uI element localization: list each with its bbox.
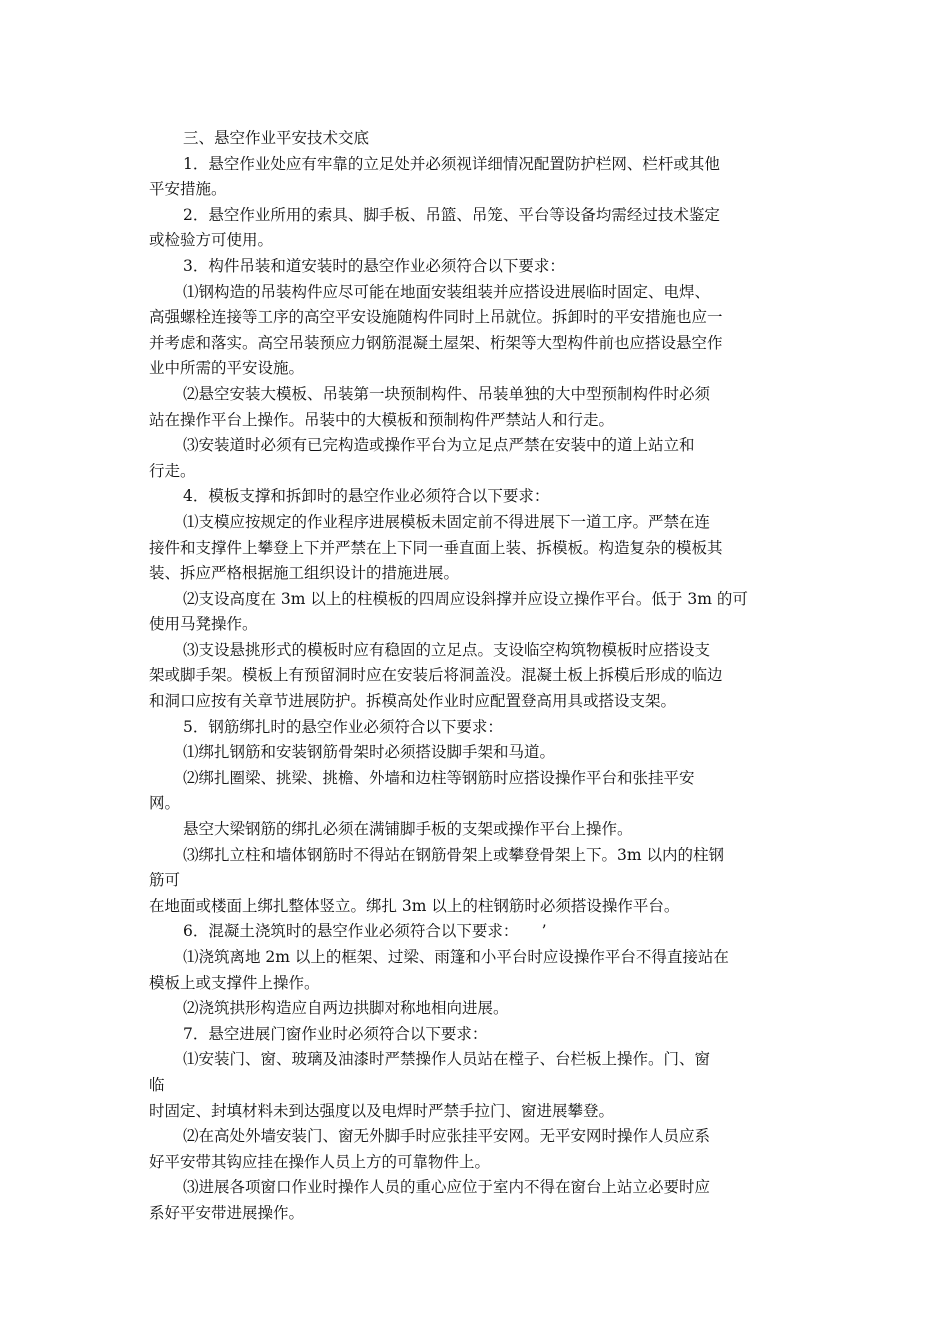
text-line: 业中所需的平安设施。 bbox=[149, 359, 305, 378]
text-line: 站在操作平台上操作。吊装中的大模板和预制构件严禁站人和行走。 bbox=[149, 410, 615, 429]
text-line: ⑴支模应按规定的作业程序进展模板未固定前不得进展下一道工序。严禁在连 bbox=[183, 512, 711, 531]
text-line: ⑴浇筑离地 2m 以上的框架、过梁、雨篷和小平台时应设操作平台不得直接站在 bbox=[183, 948, 729, 966]
text-line: ⑶绑扎立柱和墙体钢筋时不得站在钢筋骨架上或攀登骨架上下。3m 以内的柱钢 bbox=[183, 845, 724, 864]
text-line: 6．混凝土浇筑时的悬空作业必须符合以下要求： ’ bbox=[183, 922, 547, 941]
text-line: 并考虑和落实。高空吊装预应力钢筋混凝土屋架、桁架等大型构件前也应搭设悬空作 bbox=[149, 333, 723, 352]
text-line: 平安措施。 bbox=[149, 180, 227, 199]
text-line: ⑵浇筑拱形构造应自两边拱脚对称地相向进展。 bbox=[183, 999, 509, 1018]
text-line: 和洞口应按有关章节进展防护。拆模高处作业时应配置登高用具或搭设支架。 bbox=[149, 692, 677, 711]
text-line: 系好平安带进展操作。 bbox=[149, 1203, 305, 1222]
text-line: ⑴安装门、窗、玻璃及油漆时严禁操作人员站在樘子、台栏板上操作。门、窗 bbox=[183, 1050, 711, 1069]
document-body bbox=[149, 126, 809, 1227]
text-line: 使用马凳操作。 bbox=[149, 615, 258, 634]
text-line: 行走。 bbox=[149, 461, 196, 480]
text-line: ⑵绑扎圈梁、挑梁、挑檐、外墙和边柱等钢筋时应搭设操作平台和张挂平安 bbox=[183, 768, 695, 787]
section-heading: 三、悬空作业平安技术交底 bbox=[183, 129, 370, 147]
text-line: 模板上或支撑件上操作。 bbox=[149, 973, 320, 992]
text-line: 好平安带其钩应挂在操作人员上方的可靠物件上。 bbox=[149, 1152, 491, 1171]
text-line: 3．构件吊装和道安装时的悬空作业必须符合以下要求： bbox=[183, 256, 565, 275]
text-line: 在地面或楼面上绑扎整体竖立。绑扎 3m 以上的柱钢筋时必须搭设操作平台。 bbox=[149, 896, 680, 915]
text-line: 4．模板支撑和拆卸时的悬空作业必须符合以下要求： bbox=[183, 487, 550, 506]
text-line: 装、拆应严格根据施工组织设计的措施进展。 bbox=[149, 564, 460, 583]
text-line: 或检验方可使用。 bbox=[149, 231, 274, 250]
text-line: 1．悬空作业处应有牢靠的立足处并必须视详细情况配置防护栏网、栏杆或其他 bbox=[183, 154, 720, 173]
text-line: ⑴钢构造的吊装构件应尽可能在地面安装组装并应搭设进展临时固定、电焊、 bbox=[183, 282, 711, 301]
text-line: 接件和支撑件上攀登上下并严禁在上下同一垂直面上装、拆模板。构造复杂的模板其 bbox=[149, 538, 723, 557]
text-line: ⑵在高处外墙安装门、窗无外脚手时应张挂平安网。无平安网时操作人员应系 bbox=[183, 1127, 711, 1146]
text-line: ⑴绑扎钢筋和安装钢筋骨架时必须搭设脚手架和马道。 bbox=[183, 743, 556, 762]
text-line: 时固定、封填材料未到达强度以及电焊时严禁手拉门、窗进展攀登。 bbox=[149, 1101, 615, 1120]
text-line: 筋可 bbox=[149, 871, 181, 890]
text-line: 高强螺栓连接等工序的高空平安设施随构件同时上吊就位。拆卸时的平安措施也应一 bbox=[149, 308, 723, 327]
text-line: 7．悬空进展门窗作业时必须符合以下要求： bbox=[183, 1024, 488, 1043]
text-line: ⑶支设悬挑形式的模板时应有稳固的立足点。支设临空构筑物模板时应搭设支 bbox=[183, 640, 711, 659]
text-line: ⑵悬空安装大模板、吊装第一块预制构件、吊装单独的大中型预制构件时必须 bbox=[183, 384, 711, 403]
text-line: ⑶安装道时必须有已完构造或操作平台为立足点严禁在安装中的道上站立和 bbox=[183, 436, 695, 455]
text-line: 5．钢筋绑扎时的悬空作业必须符合以下要求： bbox=[183, 717, 503, 736]
text-line: 临 bbox=[149, 1075, 165, 1094]
text-line: ⑶进展各项窗口作业时操作人员的重心应位于室内不得在窗台上站立必要时应 bbox=[183, 1178, 711, 1197]
text-line: 2．悬空作业所用的索具、脚手板、吊篮、吊笼、平台等设备均需经过技术鉴定 bbox=[183, 205, 720, 224]
text-line: 悬空大梁钢筋的绑扎必须在满铺脚手板的支架或操作平台上操作。 bbox=[183, 820, 633, 839]
text-line: ⑵支设高度在 3m 以上的柱模板的四周应设斜撑并应设立操作平台。低于 3m 的可 bbox=[183, 589, 748, 608]
text-line: 网。 bbox=[149, 794, 181, 813]
text-line: 架或脚手架。模板上有预留洞时应在安装后将洞盖没。混凝土板上拆模后形成的临边 bbox=[149, 666, 723, 685]
